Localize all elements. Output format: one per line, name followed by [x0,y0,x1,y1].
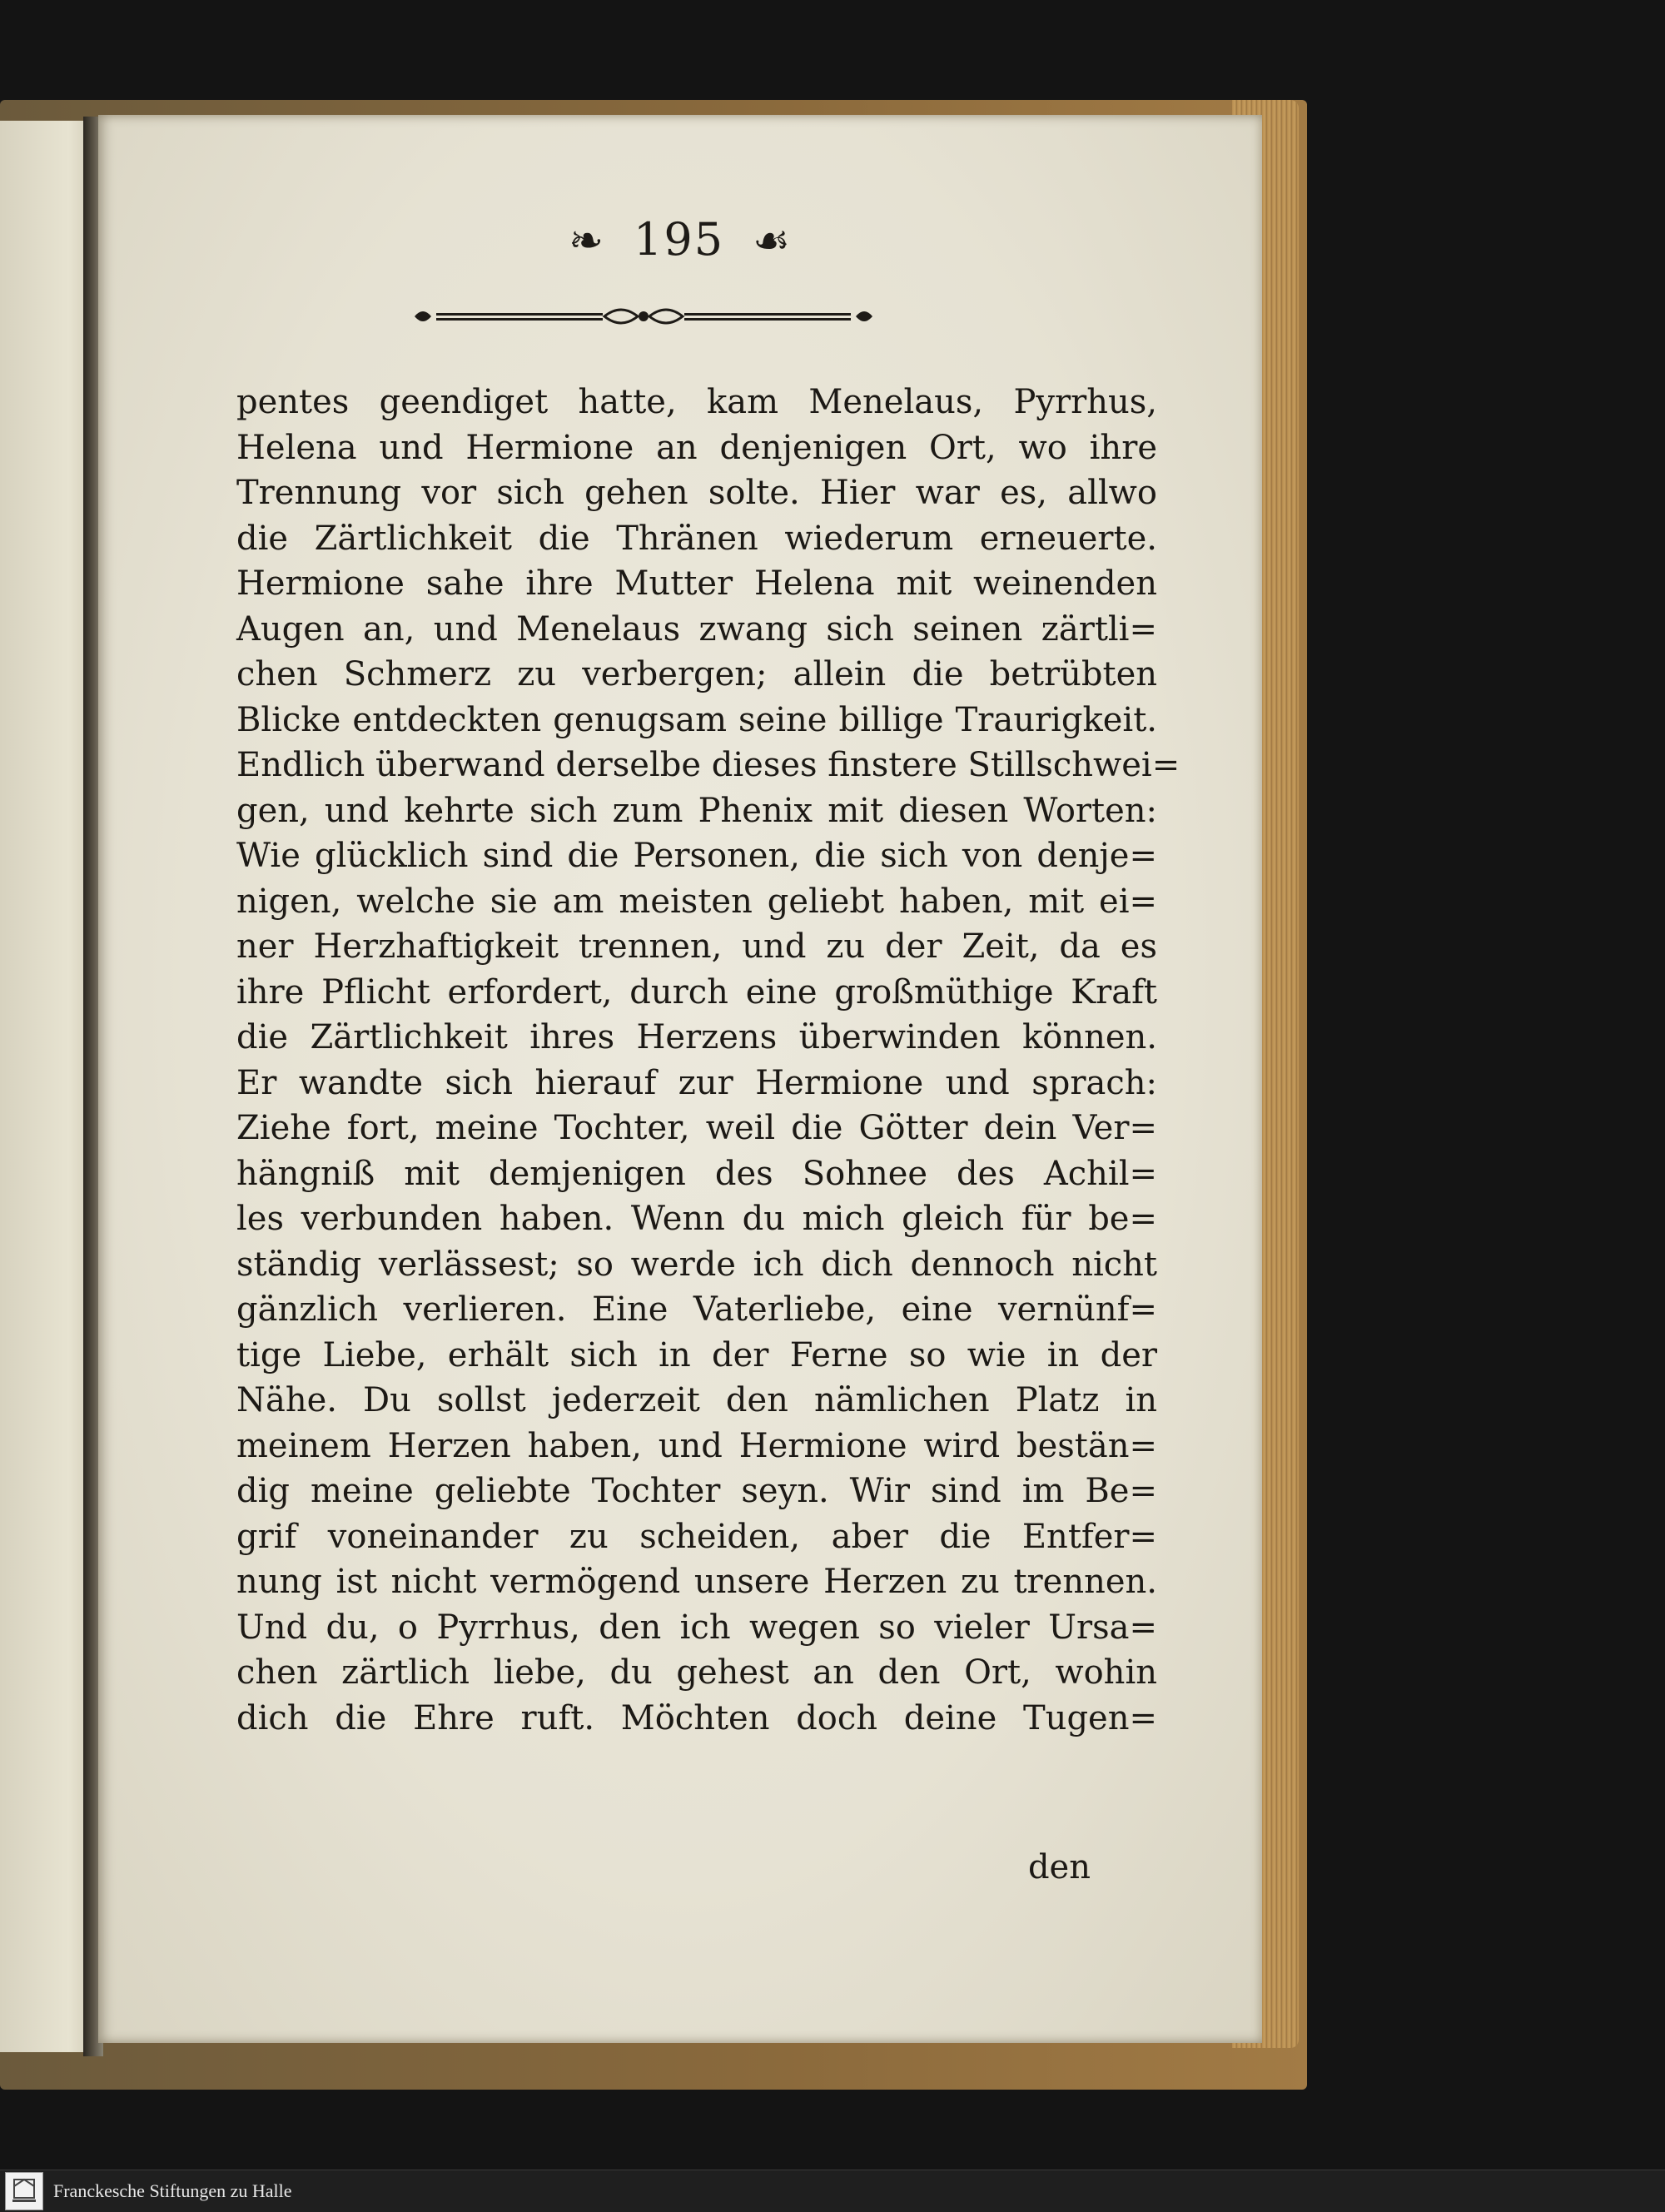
viewer-footer [0,2170,1665,2212]
institution-logo-icon [5,2172,43,2210]
text-line: gen, und kehrte sich zum Phenix mit diesen Worten: [236,791,1157,830]
text-line: nung ist nicht vermögend unsere Herzen zu trennen. [236,1563,1157,1601]
text-line: dig meine geliebte Tochter seyn. Wir sind im Be= [236,1472,1157,1510]
text-line: chen Schmerz zu verbergen; allein die betrübten [236,655,1157,693]
text-line: meinem Herzen haben, und Hermione wird bestän= [236,1426,1157,1465]
text-line: Und du, o Pyrrhus, den ich wegen so vieler Ursa= [236,1608,1157,1647]
text-line: chen zärtlich liebe, du gehest an den Ort, wohin [236,1653,1157,1692]
catchword: den [1027,1848,1091,1886]
text-line: Ziehe fort, meine Tochter, weil die Götter dein Ver= [236,1109,1157,1147]
text-line: Augen an, und Menelaus zwang sich seinen zärtli= [236,609,1157,649]
fleuron-left-icon: ❧ [569,216,605,265]
text-line: Trennung vor sich gehen solte. Hier war es, allwo [236,474,1157,512]
text-line: pentes geendiget hatte, kam Menelaus, Pyrrhus, [236,383,1157,421]
ornamental-rule [408,300,879,333]
text-line: Blicke entdeckten genugsam seine billige Traurigkeit. [236,700,1157,739]
text-line: tige Liebe, erhält sich in der Ferne so wie in der [236,1335,1157,1374]
text-line: ner Herzhaftigkeit trennen, und zu der Zeit, da es [236,927,1157,966]
text-line: gänzlich verlieren. Eine Vaterliebe, eine vernünf= [236,1290,1157,1329]
text-line: Helena und Hermione an denjenigen Ort, wo ihre [236,428,1157,467]
institution-name: Franckesche Stiftungen zu Halle [53,2180,292,2201]
text-line: die Zärtlichkeit die Thränen wiederum erneuerte. [236,519,1157,558]
fleuron-right-icon: ☙ [753,216,792,265]
text-line: Hermione sahe ihre Mutter Helena mit weinenden [236,564,1157,603]
text-line: grif voneinander zu scheiden, aber die Entfer= [236,1517,1157,1556]
text-line: Endlich überwand derselbe dieses finstere Stillschwei= [236,746,1180,784]
text-line: nigen, welche sie am meisten geliebt haben, mit ei= [236,882,1157,921]
text-line: hängniß mit demjenigen des Sohnee des Achil= [236,1154,1157,1193]
text-line: les verbunden haben. Wenn du mich gleich für be= [236,1200,1157,1238]
text-line: Nähe. Du sollst jederzeit den nämlichen Platz in [236,1381,1157,1419]
text-line: dich die Ehre ruft. Möchten doch deine Tugen= [236,1698,1157,1737]
body-text [236,380,1180,1741]
text-line: die Zärtlichkeit ihres Herzens überwinden können. [236,1018,1157,1056]
recto-page [98,115,1262,2043]
text-line: ihre Pflicht erfordert, durch eine großmüthige Kraft [236,972,1157,1012]
text-line: Wie glücklich sind die Personen, die sich von denje= [236,837,1157,875]
text-line: ständig verlässest; so werde ich dich dennoch nicht [236,1245,1157,1284]
page-number: 195 [634,213,725,266]
text-line: Er wandte sich hierauf zur Hermione und sprach: [236,1063,1157,1102]
page-header [98,213,1262,266]
